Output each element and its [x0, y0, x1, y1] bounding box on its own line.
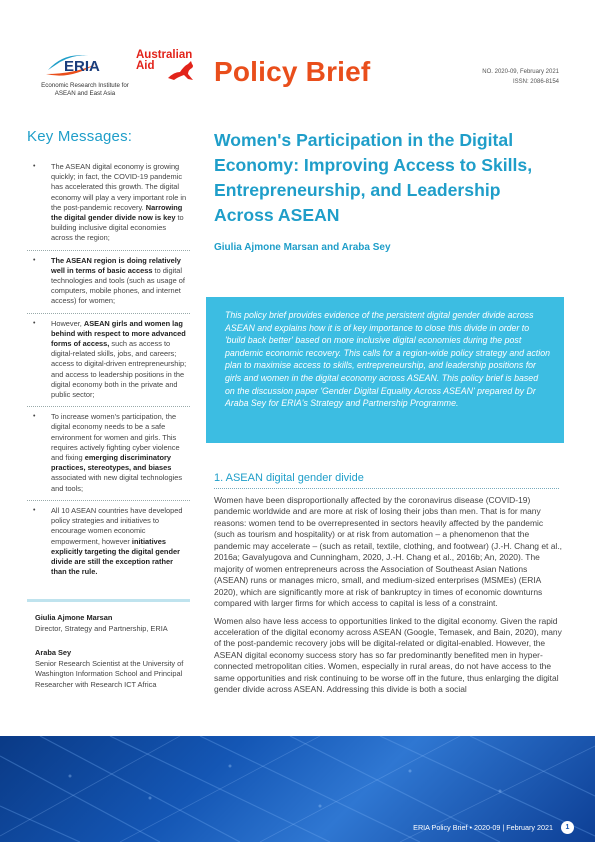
- key-message-text: The ASEAN digital economy is growing quickly; in fact, the COVID-19 pandemic has accelerated this growth. The digital economy will play a very important role in the post-pandemic recovery.: [51, 162, 187, 212]
- key-message-item: [27, 314, 190, 408]
- author-bio-name: Giulia Ajmone Marsan: [35, 613, 113, 622]
- left-column-divider: [27, 599, 190, 602]
- key-message-emphasis: ASEAN girls and women lag behind with respect to more advanced forms of access,: [51, 318, 186, 349]
- abstract-text: This policy brief provides evidence of the persistent digital gender divide across ASEAN and explains how it is of key importance to close this divide in order to 'build back better' based on more inclusive digital economies during the post pandemic economic recovery. This calls for a region-wide policy strategy and action plan to maximise access to skills, entrepreneurship, and leadership positions for girls and women in the digital economy across ASEAN. This policy brief is based on the discussion paper 'Gender Digital Equality Across ASEAN' prepared by Dr Araba Sey for ERIA's Strategy and Partnership Programme.: [225, 310, 550, 409]
- key-message-text: However,: [51, 318, 84, 328]
- key-message-item: [27, 157, 190, 251]
- footer-text: ERIA Policy Brief • 2020-09 | February 2021: [413, 823, 553, 832]
- main-column: [214, 128, 559, 253]
- body-paragraph: Women have been disproportionally affected by the coronavirus disease (COVID-19) pandemic worldwide and are more at risk of losing their jobs than men. That is for many reasons: women tend to be overrepresented in sectors heavily affected by the pandemic (such as tourism and hospitality) or at risk from automation – a phenomenon that the pandemic may accelerate – (such as retail, textile, clothing, and footwear) (J.-H. Chang et al., 2016a; Gavalyugova and Cunningham, 2020, J.-H. Chang et al., 2016b; An, 2020). The majority of women entrepreneurs across the Association of Southeast Asian Nations (ASEAN) runs or manages micro, small, and medium-sized enterprises (MSMEs) (ERIA 2020), which are significantly more at risk of bankruptcy in times of economic downturns compared with larger firms for which access to capital is less of a constraint.: [214, 495, 562, 609]
- page-header: [0, 0, 595, 110]
- key-messages-column: [27, 128, 190, 583]
- author-bio-name: Araba Sey: [35, 648, 72, 657]
- key-message-text: To increase women's participation, the digital economy needs to be a safe environment for women and girls. This requires actively fighting cyber violence and fixing: [51, 412, 180, 463]
- key-message-item: [27, 251, 190, 314]
- author-bio-2: [35, 648, 195, 690]
- page-number: 1: [561, 821, 574, 834]
- key-message-text: to digital technologies and tools (such as usage of computers, mobile phones, and internet access) for women;: [51, 265, 185, 306]
- brief-issn: ISSN: 2086-8154: [512, 79, 559, 85]
- eria-full-name: Economic Research Institute for ASEAN and East Asia: [41, 82, 129, 97]
- key-message-emphasis: initiatives explicitly targeting the digital gender divide are still the exception rather than the rule.: [51, 536, 180, 577]
- key-message-emphasis: Narrowing the digital gender divide now is key: [51, 202, 183, 223]
- author-bio-role: Senior Research Scientist at the University of Washington Information School and Principal Researcher with Research ICT Africa: [35, 658, 184, 689]
- key-message-item: [27, 501, 190, 583]
- key-messages-title: Key Messages:: [27, 128, 133, 145]
- aus-aid-line1: Australian: [136, 49, 193, 61]
- key-message-text: All 10 ASEAN countries have developed policy strategies and initiatives to encourage women economic empowerment, however: [51, 505, 183, 546]
- key-message-item: [27, 407, 190, 501]
- body-text: [214, 495, 563, 702]
- key-message-text: to building inclusive digital economies across the region;: [51, 213, 184, 243]
- abstract-box: [206, 297, 564, 443]
- key-messages-list: [27, 157, 190, 583]
- policy-brief-title: Women's Participation in the Digital Economy: Improving Access to Skills, Entrepreneurship, and Leadership Across ASEAN: [214, 130, 533, 225]
- author-bio-1: [35, 613, 195, 634]
- aus-aid-line2: Aid: [136, 60, 155, 72]
- brief-type-title: Policy Brief: [214, 56, 371, 87]
- page-footer: [0, 736, 595, 842]
- key-message-emphasis: The ASEAN region is doing relatively well in terms of basic access: [51, 255, 181, 275]
- brief-meta: [482, 67, 559, 87]
- key-message-emphasis: emerging discriminatory practices, stereotypes, and biases: [51, 453, 172, 473]
- authors-line: Giulia Ajmone Marsan and Araba Sey: [214, 242, 391, 253]
- section-divider: [214, 488, 559, 489]
- author-bio-role: Director, Strategy and Partnership, ERIA: [35, 623, 168, 633]
- kangaroo-icon: [166, 60, 196, 82]
- body-paragraph: Women also have less access to opportunities linked to the digital economy. Given the rapid acceleration of the digital economy across ASEAN (Google, Temasek, and Bain, 2020), many of the post-pandemic recovery jobs will be digital-related or digital-enabled. However, the ASEAN digital economy success story has so far predominantly benefited men in hyper-connected metropolitan cities. Women, especially in rural areas, do not have access to the same opportunities and risk continuing to be worse off in the future, thus enlarging the digital gender divide across ASEAN. Addressing this divide is both a social: [214, 615, 562, 695]
- brief-number: NO. 2020-09, February 2021: [482, 69, 559, 75]
- section-heading: 1. ASEAN digital gender divide: [214, 472, 364, 484]
- australian-aid-logo: [136, 50, 200, 86]
- key-message-text: associated with new digital technologies and tools;: [51, 473, 183, 493]
- key-message-text: such as access to digital-related skills, jobs, and careers; access to digital-driven entrepreneurship; and access to leadership positions in the digital economy both in the private and public sector;: [51, 339, 187, 400]
- eria-logo: [44, 50, 118, 78]
- eria-logo-text: ERIA: [64, 58, 100, 75]
